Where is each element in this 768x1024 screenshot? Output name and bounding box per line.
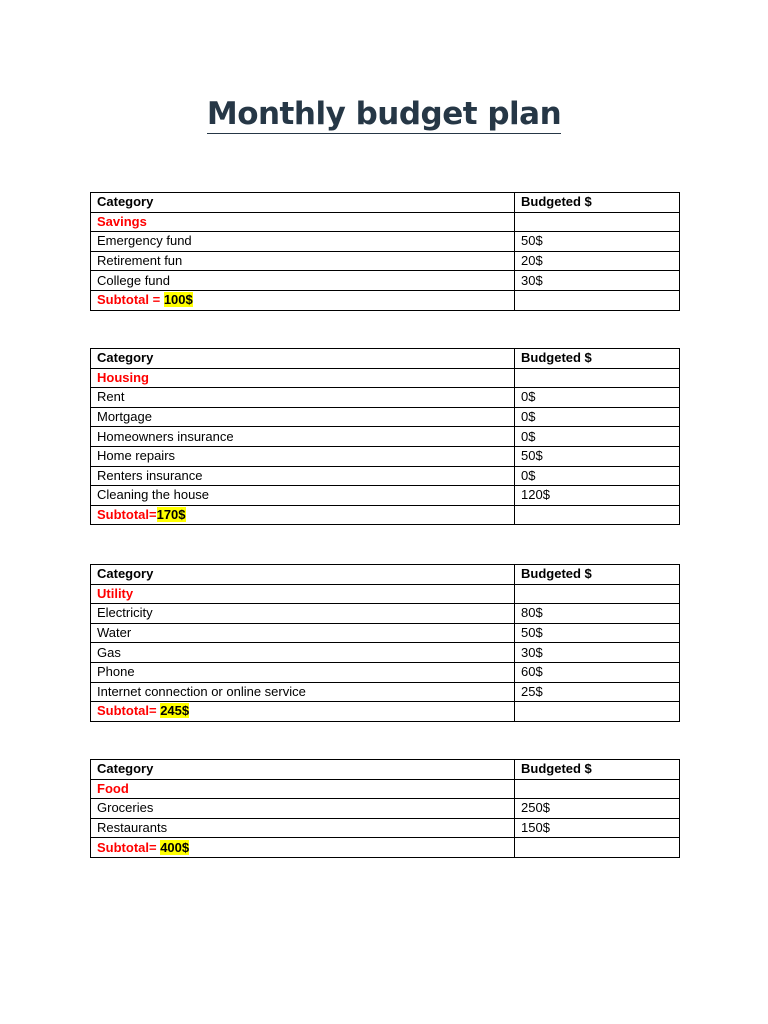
section-row xyxy=(91,212,680,232)
utility-table xyxy=(90,564,680,722)
table-header-row xyxy=(91,349,680,369)
item-cell: Phone xyxy=(91,662,515,682)
amount-cell: 80$ xyxy=(515,604,680,624)
table-row xyxy=(91,407,680,427)
subtotal-row xyxy=(91,505,680,525)
amount-cell: 50$ xyxy=(515,623,680,643)
savings-table xyxy=(90,192,680,311)
section-label: Food xyxy=(91,779,515,799)
subtotal-row xyxy=(91,838,680,858)
subtotal-value: 245$ xyxy=(160,703,190,719)
budgeted-header: Budgeted $ xyxy=(515,760,680,780)
section-row xyxy=(91,368,680,388)
housing-table xyxy=(90,348,680,525)
table-header-row xyxy=(91,565,680,585)
table-row xyxy=(91,388,680,408)
section-label: Savings xyxy=(91,212,515,232)
table-row xyxy=(91,604,680,624)
subtotal-cell xyxy=(91,505,515,525)
subtotal-cell xyxy=(91,838,515,858)
subtotal-label: Subtotal= xyxy=(97,703,161,719)
amount-cell: 50$ xyxy=(515,232,680,252)
empty-cell xyxy=(515,779,680,799)
subtotal-cell xyxy=(91,290,515,310)
section-label: Utility xyxy=(91,584,515,604)
empty-cell xyxy=(515,368,680,388)
category-header: Category xyxy=(91,349,515,369)
category-header: Category xyxy=(91,760,515,780)
table-row xyxy=(91,466,680,486)
table-row xyxy=(91,251,680,271)
item-cell: Water xyxy=(91,623,515,643)
food-table xyxy=(90,759,680,858)
empty-cell xyxy=(515,584,680,604)
empty-cell xyxy=(515,212,680,232)
amount-cell: 150$ xyxy=(515,818,680,838)
amount-cell: 250$ xyxy=(515,799,680,819)
table-row xyxy=(91,643,680,663)
empty-cell xyxy=(515,290,680,310)
item-cell: Renters insurance xyxy=(91,466,515,486)
amount-cell: 0$ xyxy=(515,427,680,447)
amount-cell: 25$ xyxy=(515,682,680,702)
subtotal-value: 400$ xyxy=(160,839,190,855)
table-header-row xyxy=(91,193,680,213)
item-cell: Mortgage xyxy=(91,407,515,427)
category-header: Category xyxy=(91,193,515,213)
budgeted-header: Budgeted $ xyxy=(515,193,680,213)
subtotal-label: Subtotal= xyxy=(97,839,161,855)
table-header-row xyxy=(91,760,680,780)
budgeted-header: Budgeted $ xyxy=(515,565,680,585)
table-row xyxy=(91,818,680,838)
section-label: Housing xyxy=(91,368,515,388)
amount-cell: 0$ xyxy=(515,407,680,427)
item-cell: Homeowners insurance xyxy=(91,427,515,447)
item-cell: Rent xyxy=(91,388,515,408)
empty-cell xyxy=(515,505,680,525)
item-cell: College fund xyxy=(91,271,515,291)
item-cell: Restaurants xyxy=(91,818,515,838)
item-cell: Retirement fun xyxy=(91,251,515,271)
page-title xyxy=(0,94,768,134)
subtotal-value: 170$ xyxy=(156,507,186,523)
category-header: Category xyxy=(91,565,515,585)
item-cell: Electricity xyxy=(91,604,515,624)
page-title-text: Monthly budget plan xyxy=(206,96,562,132)
item-cell: Internet connection or online service xyxy=(91,682,515,702)
table-row xyxy=(91,446,680,466)
section-row xyxy=(91,584,680,604)
amount-cell: 0$ xyxy=(515,388,680,408)
empty-cell xyxy=(515,702,680,722)
amount-cell: 60$ xyxy=(515,662,680,682)
subtotal-row xyxy=(91,702,680,722)
table-row xyxy=(91,799,680,819)
table-row xyxy=(91,427,680,447)
amount-cell: 0$ xyxy=(515,466,680,486)
section-row xyxy=(91,779,680,799)
amount-cell: 20$ xyxy=(515,251,680,271)
subtotal-cell xyxy=(91,702,515,722)
amount-cell: 120$ xyxy=(515,486,680,506)
subtotal-label: Subtotal = xyxy=(97,292,164,308)
empty-cell xyxy=(515,838,680,858)
table-row xyxy=(91,682,680,702)
table-row xyxy=(91,486,680,506)
amount-cell: 50$ xyxy=(515,446,680,466)
subtotal-label: Subtotal= xyxy=(97,507,157,523)
item-cell: Home repairs xyxy=(91,446,515,466)
table-row xyxy=(91,271,680,291)
budgeted-header: Budgeted $ xyxy=(515,349,680,369)
table-row xyxy=(91,232,680,252)
table-row xyxy=(91,623,680,643)
subtotal-value: 100$ xyxy=(163,292,193,308)
item-cell: Emergency fund xyxy=(91,232,515,252)
amount-cell: 30$ xyxy=(515,271,680,291)
subtotal-row xyxy=(91,290,680,310)
amount-cell: 30$ xyxy=(515,643,680,663)
item-cell: Cleaning the house xyxy=(91,486,515,506)
table-row xyxy=(91,662,680,682)
item-cell: Gas xyxy=(91,643,515,663)
item-cell: Groceries xyxy=(91,799,515,819)
